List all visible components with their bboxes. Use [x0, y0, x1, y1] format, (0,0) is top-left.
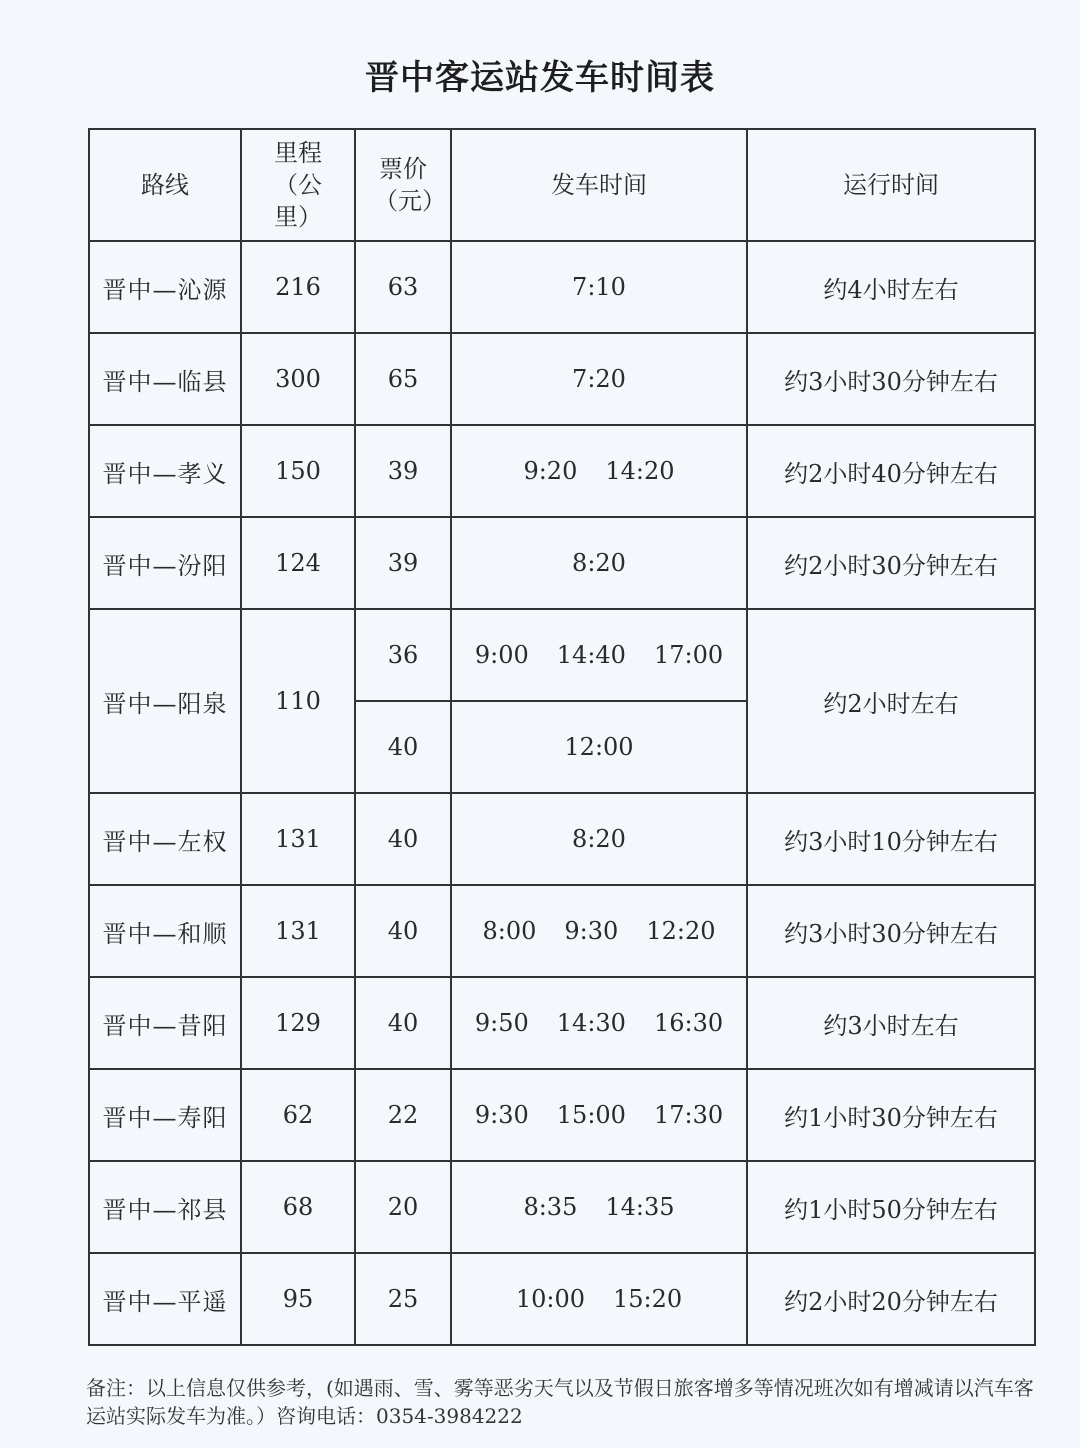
departure-time: 9:30 [474, 1101, 529, 1129]
ticket-price: 25 [355, 1253, 451, 1345]
route-name: 晋中—平遥 [89, 1253, 241, 1345]
table-header-row [89, 129, 1035, 241]
ticket-price: 40 [355, 701, 451, 793]
departure-time: 7:10 [572, 273, 626, 301]
travel-duration: 约3小时10分钟左右 [747, 793, 1035, 885]
departure-time: 8:35 [523, 1193, 578, 1221]
departure-time: 7:20 [572, 365, 626, 393]
ticket-price: 20 [355, 1161, 451, 1253]
travel-duration: 约2小时40分钟左右 [747, 425, 1035, 517]
departure-times [451, 1069, 747, 1161]
footnote-text: 备注：以上信息仅供参考，(如遇雨、雪、雾等恶劣天气以及节假日旅客增多等情况班次如有增减请以汽车客运站实际发车为准。） [86, 1376, 1034, 1428]
route-name: 晋中—昔阳 [89, 977, 241, 1069]
route-name: 晋中—临县 [89, 333, 241, 425]
departure-time: 8:00 [482, 917, 537, 945]
departure-times [451, 885, 747, 977]
departure-time: 15:00 [556, 1101, 626, 1129]
departure-times [451, 1161, 747, 1253]
distance-km: 110 [241, 609, 355, 793]
table-row [89, 885, 1035, 977]
header-duration: 运行时间 [747, 129, 1035, 241]
table-row [89, 241, 1035, 333]
departure-times [451, 1253, 747, 1345]
departure-time: 14:20 [605, 457, 675, 485]
travel-duration: 约2小时20分钟左右 [747, 1253, 1035, 1345]
ticket-price: 40 [355, 885, 451, 977]
travel-duration: 约3小时左右 [747, 977, 1035, 1069]
table-row [89, 609, 1035, 701]
ticket-price: 36 [355, 609, 451, 701]
departure-time: 14:30 [556, 1009, 626, 1037]
departure-time: 8:20 [572, 825, 626, 853]
schedule-table [88, 128, 1036, 1346]
route-name: 晋中—祁县 [89, 1161, 241, 1253]
header-price: 票价（元） [355, 129, 451, 241]
distance-km: 62 [241, 1069, 355, 1161]
departure-time: 14:40 [556, 641, 626, 669]
travel-duration: 约3小时30分钟左右 [747, 333, 1035, 425]
travel-duration: 约2小时30分钟左右 [747, 517, 1035, 609]
table-row [89, 517, 1035, 609]
travel-duration: 约4小时左右 [747, 241, 1035, 333]
distance-km: 150 [241, 425, 355, 517]
distance-km: 129 [241, 977, 355, 1069]
departure-time: 8:20 [572, 549, 626, 577]
departure-times [451, 517, 747, 609]
departure-time: 17:00 [653, 641, 724, 669]
ticket-price: 39 [355, 425, 451, 517]
header-route: 路线 [89, 129, 241, 241]
table-row [89, 425, 1035, 517]
departure-time: 9:30 [564, 917, 619, 945]
departure-times [451, 425, 747, 517]
travel-duration: 约1小时30分钟左右 [747, 1069, 1035, 1161]
travel-duration: 约1小时50分钟左右 [747, 1161, 1035, 1253]
distance-km: 124 [241, 517, 355, 609]
header-distance: 里程（公里） [241, 129, 355, 241]
phone-number: 0354-3984222 [376, 1404, 523, 1428]
header-departure: 发车时间 [451, 129, 747, 241]
phone-label: 咨询电话： [276, 1404, 376, 1428]
departure-time: 12:20 [646, 917, 716, 945]
table-row [89, 1069, 1035, 1161]
footnote [86, 1374, 1046, 1430]
table-row [89, 333, 1035, 425]
distance-km: 131 [241, 885, 355, 977]
ticket-price: 65 [355, 333, 451, 425]
route-name: 晋中—汾阳 [89, 517, 241, 609]
travel-duration: 约3小时30分钟左右 [747, 885, 1035, 977]
table-row [89, 793, 1035, 885]
ticket-price: 40 [355, 977, 451, 1069]
departure-time: 15:20 [613, 1285, 683, 1313]
distance-km: 216 [241, 241, 355, 333]
departure-time: 14:35 [605, 1193, 675, 1221]
route-name: 晋中—阳泉 [89, 609, 241, 793]
distance-km: 131 [241, 793, 355, 885]
table-row [89, 1161, 1035, 1253]
departure-times [451, 333, 747, 425]
departure-time: 10:00 [515, 1285, 585, 1313]
route-name: 晋中—寿阳 [89, 1069, 241, 1161]
route-name: 晋中—和顺 [89, 885, 241, 977]
travel-duration: 约2小时左右 [747, 609, 1035, 793]
table-row [89, 977, 1035, 1069]
page-title: 晋中客运站发车时间表 [365, 58, 715, 98]
route-name: 晋中—沁源 [89, 241, 241, 333]
route-name: 晋中—左权 [89, 793, 241, 885]
distance-km: 68 [241, 1161, 355, 1253]
departure-time: 9:00 [474, 641, 529, 669]
ticket-price: 39 [355, 517, 451, 609]
departure-times [451, 793, 747, 885]
departure-time: 16:30 [653, 1009, 724, 1037]
departure-time: 17:30 [653, 1101, 724, 1129]
ticket-price: 63 [355, 241, 451, 333]
departure-time: 9:50 [474, 1009, 529, 1037]
departure-time: 12:00 [564, 733, 634, 761]
departure-times [451, 977, 747, 1069]
distance-km: 300 [241, 333, 355, 425]
ticket-price: 22 [355, 1069, 451, 1161]
distance-km: 95 [241, 1253, 355, 1345]
table-row [89, 1253, 1035, 1345]
route-name: 晋中—孝义 [89, 425, 241, 517]
departure-times [451, 701, 747, 793]
departure-time: 9:20 [523, 457, 578, 485]
departure-times [451, 241, 747, 333]
departure-times [451, 609, 747, 701]
ticket-price: 40 [355, 793, 451, 885]
